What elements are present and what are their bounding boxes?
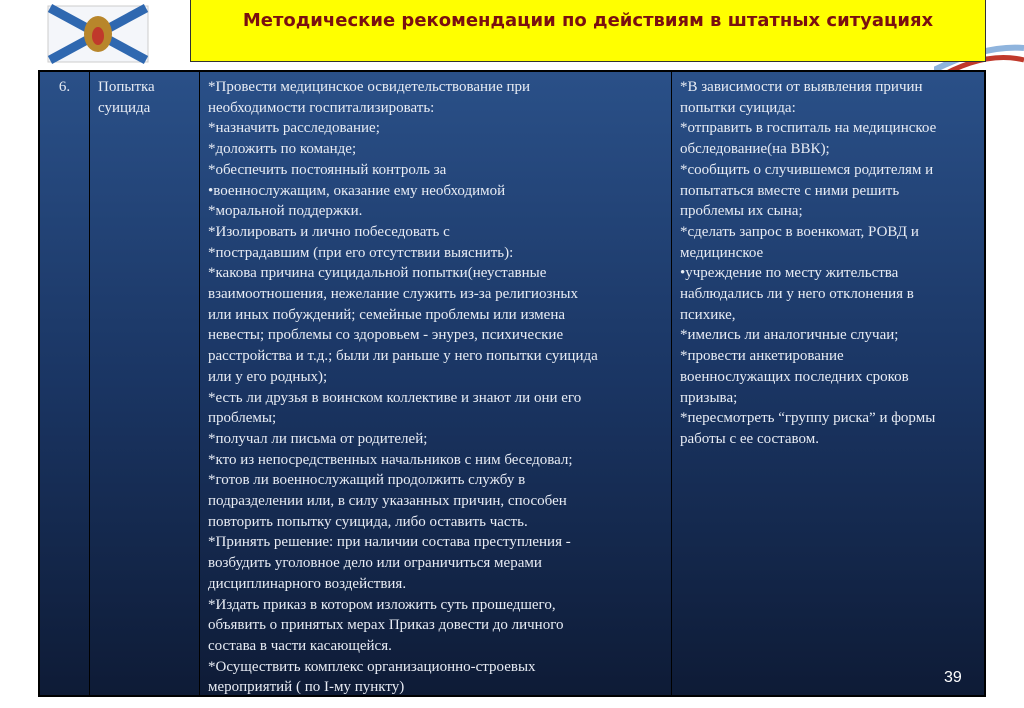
text-line: *Осуществить комплекс организационно-строевых bbox=[208, 658, 536, 675]
text-line: повторить попытку суицида, либо оставить часть. bbox=[208, 513, 528, 530]
text-line: *готов ли военнослужащий продолжить службу в bbox=[208, 472, 526, 489]
text-line: необходимости госпитализировать: bbox=[208, 99, 435, 116]
page-title: Методические рекомендации по действиям в штатных ситуациях bbox=[242, 10, 934, 31]
text-line: или у его родных); bbox=[208, 368, 328, 385]
text-line: суицида bbox=[98, 99, 151, 116]
text-line: невесты; проблемы со здоровьем - энурез, психические bbox=[208, 327, 564, 344]
text-line: *провести анкетирование bbox=[680, 348, 844, 365]
text-line: работы с ее составом. bbox=[680, 430, 819, 447]
text-line: •учреждение по месту жительства bbox=[680, 265, 899, 282]
text-line: наблюдались ли у него отклонения в bbox=[680, 286, 914, 303]
row-number-cell bbox=[40, 72, 90, 695]
text-line: психике, bbox=[680, 306, 736, 323]
text-line: проблемы их сына; bbox=[680, 203, 803, 220]
text-line: *обеспечить постоянный контроль за bbox=[208, 161, 447, 178]
naval-flag-emblem-icon bbox=[38, 2, 158, 68]
title-banner bbox=[190, 0, 986, 62]
text-line: *Принять решение: при наличии состава преступления - bbox=[208, 534, 571, 551]
text-line: возбудить уголовное дело или ограничиться мерами bbox=[208, 555, 542, 572]
text-line: *Провести медицинское освидетельствование при bbox=[208, 79, 531, 95]
text-line: *имелись ли аналогичные случаи; bbox=[680, 327, 899, 344]
text-line: *отправить в госпиталь на медицинское bbox=[680, 120, 937, 137]
text-line: •военнослужащим, оказание ему необходимой bbox=[208, 182, 506, 199]
text-line: *доложить по команде; bbox=[208, 141, 357, 158]
recommendations-table bbox=[38, 70, 986, 697]
text-line: взаимоотношения, нежелание служить из-за религиозных bbox=[208, 286, 578, 303]
text-line: подразделении или, в силу указанных причин, способен bbox=[208, 493, 567, 510]
text-line: *В зависимости от выявления причин bbox=[680, 79, 923, 95]
actions-cell bbox=[200, 72, 672, 695]
text-line: попытки суицида: bbox=[680, 99, 796, 116]
text-line: *Издать приказ в котором изложить суть прошедшего, bbox=[208, 596, 556, 613]
text-line: *Изолировать и лично побеседовать с bbox=[208, 223, 450, 240]
text-line: *сообщить о случившемся родителям и bbox=[680, 161, 934, 178]
text-line: *моральной поддержки. bbox=[208, 203, 363, 220]
text-line: проблемы; bbox=[208, 410, 277, 427]
text-line: *пересмотреть “группу риска” и формы bbox=[680, 410, 936, 427]
text-line: *сделать запрос в военкомат, РОВД и bbox=[680, 223, 919, 240]
text-line: военнослужащих последних сроков bbox=[680, 368, 909, 385]
text-line: медицинское bbox=[680, 244, 764, 261]
text-line: мероприятий ( по I-му пункту) bbox=[208, 679, 405, 696]
text-line: *есть ли друзья в воинском коллективе и знают ли они его bbox=[208, 389, 582, 406]
text-line: состава в части касающейся. bbox=[208, 637, 392, 654]
page-number: 39 bbox=[944, 669, 962, 686]
text-line: объявить о принятых мерах Приказ довести до личного bbox=[208, 617, 564, 634]
text-line: *какова причина суицидальной попытки(неуставные bbox=[208, 265, 547, 282]
text-line: *получал ли письма от родителей; bbox=[208, 430, 428, 447]
text-line: или иных побуждений; семейные проблемы или измена bbox=[208, 306, 566, 323]
text-line: Попытка bbox=[98, 79, 155, 95]
text-line: дисциплинарного воздействия. bbox=[208, 575, 407, 592]
text-line: обследование(на ВВК); bbox=[680, 141, 830, 158]
text-line: *пострадавшим (при его отсутствии выяснить): bbox=[208, 244, 514, 261]
situation-cell bbox=[90, 72, 200, 695]
row-number: 6. bbox=[58, 79, 71, 95]
text-line: *назначить расследование; bbox=[208, 120, 380, 137]
text-line: *кто из непосредственных начальников с ним беседовал; bbox=[208, 451, 573, 468]
text-line: призыва; bbox=[680, 389, 738, 406]
followup-cell bbox=[672, 72, 984, 695]
text-line: попытаться вместе с ними решить bbox=[680, 182, 900, 199]
text-line: расстройства и т.д.; были ли раньше у него попытки суицида bbox=[208, 348, 598, 365]
